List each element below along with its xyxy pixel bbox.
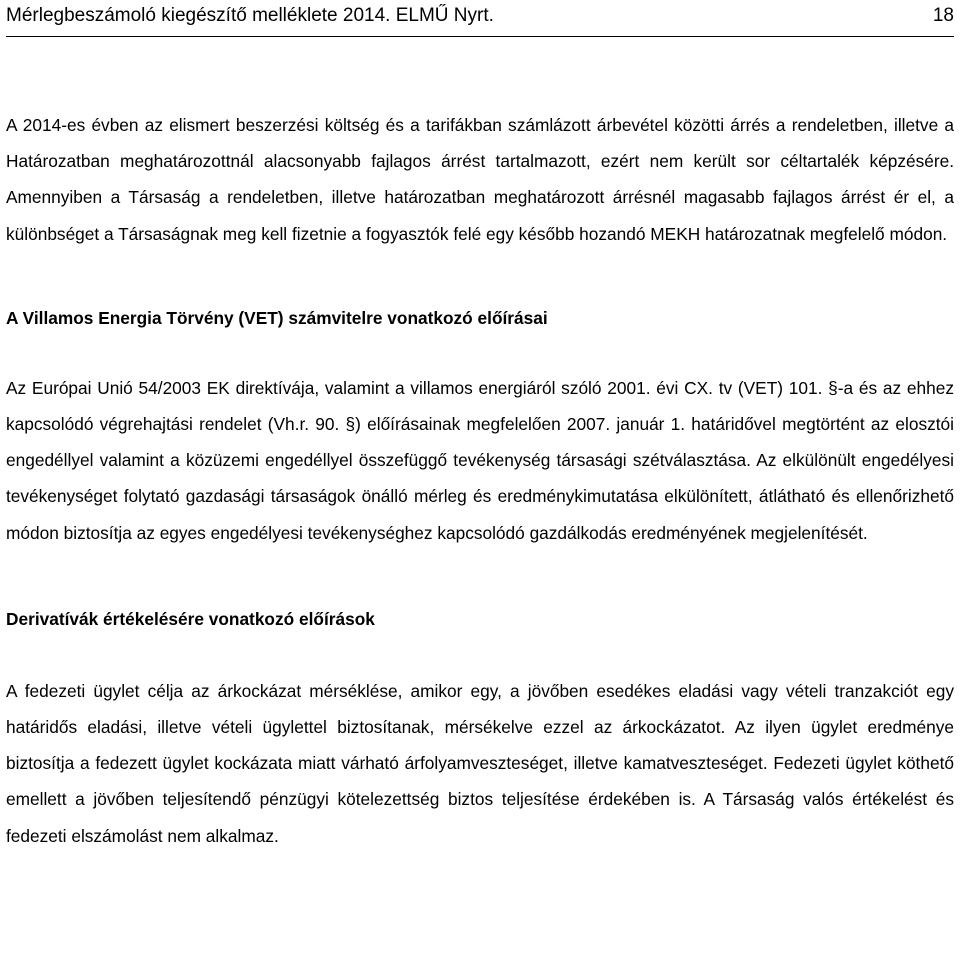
page-number: 18 — [932, 5, 954, 26]
page-header — [6, 4, 954, 37]
section-heading-derivatives: Derivatívák értékelésére vonatkozó előírások — [6, 608, 375, 629]
paragraph-margin-reserve: A 2014-es évben az elismert beszerzési költség és a tarifákban számlázott árbevétel közötti árrés a rendeletben, illetve a Határozatban meghatározottnál alacsonyabb fajlagos árrést tartalmazott, ezért nem került sor céltartalék képzésére. Amennyiben a Társaság a rendeletben, illetve határozatban meghatározott árrésnél magasabb fajlagos árrést ér el, a különbséget a Társaságnak meg kell fizetnie a fogyasztók felé egy később hozandó MEKH határozatnak megfelelő módon. — [6, 115, 954, 244]
document-body — [6, 107, 954, 854]
header-title: Mérlegbeszámoló kiegészítő melléklete 2014. ELMŰ Nyrt. — [6, 5, 494, 26]
section-heading-vet: A Villamos Energia Törvény (VET) számvitelre vonatkozó előírásai — [6, 307, 548, 328]
paragraph-vet-unbundling: Az Európai Unió 54/2003 EK direktívája, valamint a villamos energiáról szóló 2001. évi CX. tv (VET) 101. §-a és az ehhez kapcsolódó végrehajtási rendelet (Vh.r. 90. §) előírásainak megfelelően 2007. január 1. határidővel megtörtént az elosztói engedéllyel valamint a közüzemi engedéllyel összefüggő tevékenység társasági szétválasztása. Az elkülönült engedélyesi tevékenységet folytató gazdasági társaságok önálló mérleg és eredménykimutatása elkülönített, átlátható és ellenőrizhető módon biztosítja az egyes engedélyesi tevékenységhez kapcsolódó gazdálkodás eredményének megjelenítését. — [6, 377, 954, 543]
paragraph-hedging: A fedezeti ügylet célja az árkockázat mérséklése, amikor egy, a jövőben esedékes eladási vagy vételi tranzakciót egy határidős eladási, illetve vételi ügylettel biztosítanak, mérsékelve ezzel az árkockázatot. Az ilyen ügylet eredménye biztosítja a fedezett ügylet kockázata miatt várható árfolyamveszteséget, illetve kamatveszteséget. Fedezeti ügylet köthető emellett a jövőben teljesítendő pénzügyi kötelezettség biztos teljesítése érdekében is. A Társaság valós értékelést és fedezeti elszámolást nem alkalmaz. — [6, 680, 954, 846]
